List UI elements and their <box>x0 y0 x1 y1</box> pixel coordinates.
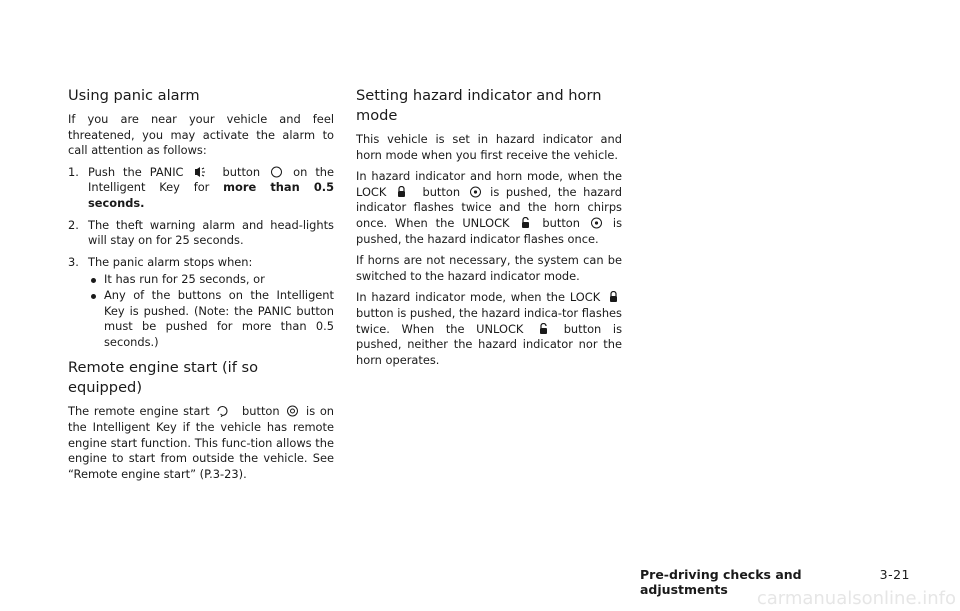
hazard-p2-text-a: In hazard indicator and horn mode, when the LOCK <box>356 169 622 199</box>
step-3-text: The panic alarm stops when: <box>88 254 253 269</box>
hazard-p4-text-c: button is pushed, neither the hazard indicator nor the horn operates. <box>356 321 623 367</box>
page-footer <box>640 567 910 597</box>
watermark-text: carmanualsonline.info <box>756 588 956 609</box>
remote-start-icon <box>216 405 229 417</box>
remote-text-b: button <box>242 404 280 419</box>
right-column <box>356 86 622 374</box>
step-3 <box>68 255 334 351</box>
hazard-paragraph-3: If horns are not necessary, the system can be switched to the hazard indicator mode. <box>356 253 622 283</box>
hazard-paragraph-4 <box>356 290 622 368</box>
footer-section-title: Pre-driving checks and adjustments <box>640 567 802 597</box>
footer-page-number: 3-21 <box>879 567 910 582</box>
lock-icon <box>395 186 408 198</box>
unlock-icon <box>519 217 532 229</box>
bullet-item: Any of the buttons on the Intelligent Key is pushed. (Note: the PANIC button must be pushed for more than 0.5 seconds.) <box>88 288 334 350</box>
step-3-bullets <box>88 272 334 350</box>
remote-heading: Remote engine start (if so equipped) <box>68 359 259 397</box>
unlock-icon <box>537 323 550 335</box>
step-1 <box>68 165 334 212</box>
step-3-number: 3. <box>68 254 79 269</box>
step-1-text-a: Push the PANIC <box>88 164 184 179</box>
hazard-p2-text-c: is pushed, the hazard indicator flashes twice and the horn chirps once. When the UNLOCK <box>356 184 622 230</box>
step-2 <box>68 218 334 249</box>
bullet-item: It has run for 25 seconds, or <box>88 272 334 288</box>
step-2-number: 2. <box>68 217 79 232</box>
hazard-p4-text-b: button is pushed, the hazard indica-tor flashes twice. When the UNLOCK <box>356 305 622 336</box>
hazard-p2-text-e: is pushed, the hazard indicator flashes once. <box>356 215 623 246</box>
step-1-duration: more than 0.5 seconds. <box>88 180 335 210</box>
step-1-number: 1. <box>68 164 79 179</box>
round-button-icon <box>270 166 283 178</box>
hazard-p2-text-d: button <box>542 215 580 230</box>
hazard-paragraph-1: This vehicle is set in hazard indicator and horn mode when you first receive the vehicle. <box>356 132 622 162</box>
step-2-text: The theft warning alarm and head-lights will stay on for 25 seconds. <box>88 217 334 248</box>
panic-horn-icon <box>194 166 207 178</box>
panic-intro: If you are near your vehicle and feel threatened, you may activate the alarm to call attention as follows: <box>68 112 334 158</box>
step-1-text-c: on the Intelligent Key for <box>88 164 335 195</box>
step-1-text-b: button <box>222 164 261 179</box>
round-button-icon <box>469 186 482 198</box>
remote-paragraph <box>68 404 334 482</box>
hazard-p2-text-b: button <box>422 184 461 199</box>
remote-text-c: is on the Intelligent Key if the vehicle has remote engine start function. This func-tion allows the engine to start from outside the vehicle. See “Remote engine start” (P.3-23). <box>68 404 335 481</box>
panic-steps <box>68 165 334 351</box>
hazard-p4-text-a: In hazard indicator mode, when the LOCK <box>356 290 601 305</box>
round-button-icon <box>286 405 299 417</box>
panic-heading: Using panic alarm <box>68 87 200 104</box>
hazard-paragraph-2 <box>356 169 622 247</box>
lock-icon <box>607 291 620 303</box>
left-column <box>68 86 334 488</box>
hazard-heading: Setting hazard indicator and horn mode <box>356 87 602 124</box>
round-button-icon <box>590 217 603 229</box>
remote-text-a: The remote engine start <box>68 404 210 419</box>
